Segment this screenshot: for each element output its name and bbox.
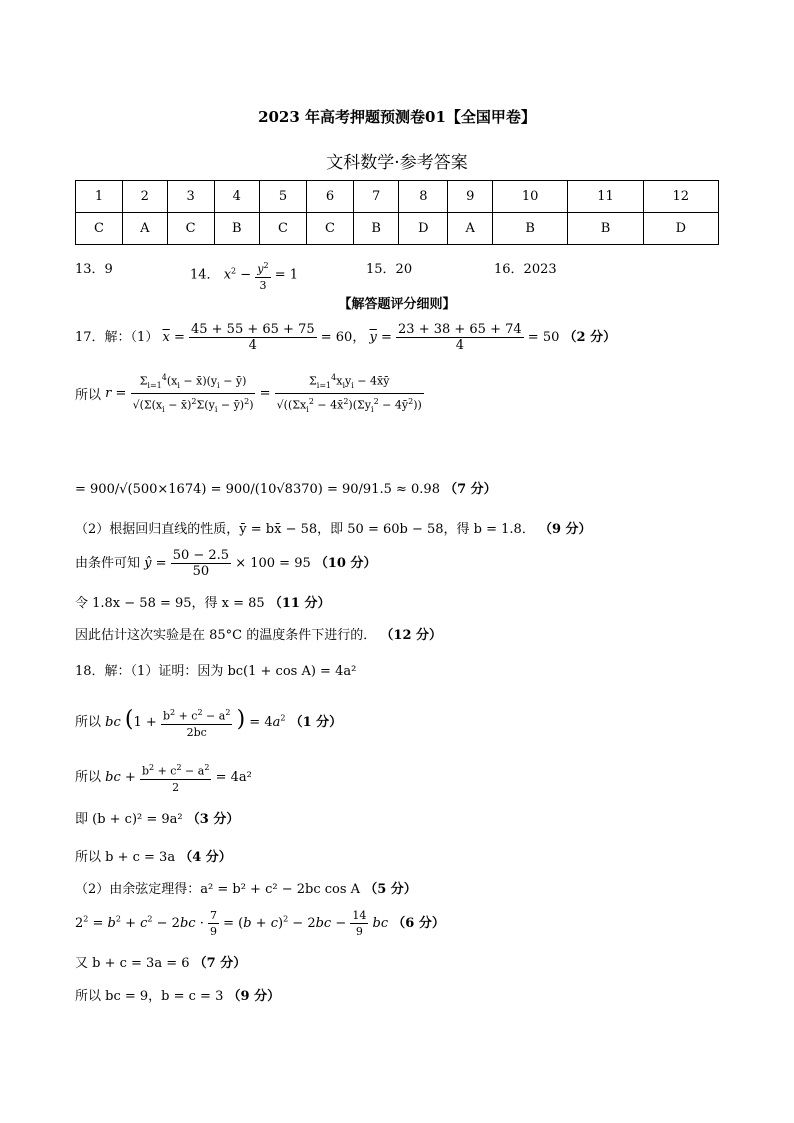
xbar-denominator: 4 [248,338,257,353]
page-title: 2023 年高考押题预测卷01【全国甲卷】 [258,108,536,126]
answer-cell: C [259,213,306,245]
question-number-cell: 7 [353,181,398,213]
q18-b-plus-c: 所以 b + c = 3a [75,850,176,865]
q18-last: 所以 bc = 9，b = c = 3 [75,989,224,1004]
q14-answer: 14． $x^2$ − $\frac{y^2}{3}$ = 1 [190,258,298,293]
question-number-cell: 6 [306,181,353,213]
q18-line4 [75,808,239,827]
q17-prefix: 17．解：（1） [75,330,159,345]
q17-points-10: （10 分） [314,556,377,571]
question-number-cell: 12 [643,181,718,213]
q18-part2 [75,878,417,897]
q17-points-12: （12 分） [380,628,443,643]
q14-tail: = 1 [274,267,299,283]
q18-points-9: （9 分） [227,989,281,1004]
q18-points-7: （7 分） [193,956,247,971]
q18-points-3: （3 分） [186,812,240,827]
ybar-denominator: 4 [455,338,464,353]
q17-concl: 因此估计这次实验是在 85°C 的温度条件下进行的． [75,628,377,643]
q18-line1: 18．解：（1）证明：因为 bc(1 + cos A) = 4a² [75,664,357,679]
answer-cell: B [493,213,568,245]
q17-points-7: （7 分） [444,482,497,497]
answer-cell: A [448,213,493,245]
q18-line3: 所以 bc + $\frac{b^2 + c^2 - a^2}{2}$ = 4a² [75,760,252,795]
question-number-cell: 1 [76,181,123,213]
answer-cell: D [399,213,448,245]
answer-table-number-row [76,181,719,213]
answer-table-answer-row [76,213,719,245]
answer-cell: C [167,213,214,245]
r-value: = 900/√(500×1674) = 900/(10√8370) = 90/91.5 ≈ 0.98 [75,482,440,497]
q17-let-line [75,592,330,611]
answer-cell: B [568,213,643,245]
q18-line5 [75,846,232,865]
xbar-numerator: 45 + 55 + 65 + 75 [190,322,315,337]
q17-part2 [75,518,592,537]
q17-r-formula: 所以 r = $\frac{\Sigma_{i=1}^4(x_i - x̄)(y_i - ȳ)}{√(\Sigma(x_i - x̄)^2\Sigma(y_i - ȳ)^2)}$ = $\frac{\Sigma_{i=1}^4x_iy_i - 4x̄ȳ}{√((\Sigma x_i^2 - 4x̄^2)(\Sigma y_i^2 - 4ȳ^2))}$ [75,370,424,417]
q17-cond-eq: × 100 = 95 [235,556,311,571]
q13-answer: 13．9 [75,262,113,277]
question-number-cell: 4 [214,181,259,213]
q17-condition: 由条件可知 ŷ = $\frac{50 - 2.5}{50}$ × 100 = 95 （10 分） [75,548,377,579]
answer-cell: D [643,213,718,245]
q15-answer: 15．20 [366,262,413,277]
q16-answer: 16．2023 [494,262,557,277]
ybar-result: = 50 [527,330,560,345]
question-number-cell: 11 [568,181,643,213]
q17-r-result [75,478,497,497]
question-number-cell: 10 [493,181,568,213]
xbar-result: = 60， [320,330,366,345]
answer-cell: C [76,213,123,245]
q18-points-6: （6 分） [392,916,445,931]
q17-line1: 17．解：（1） $\overline{x}$ = $\frac{45 + 55 + 65 + 75}{4}$ = 60， $\overline{y}$ = $\frac{23 + 38 + 65 + 74}{4}$ = 50 （2 分） [75,322,617,353]
q18-ji: 即 (b + c)² = 9a² [75,812,183,827]
q18-suoyi-2: 所以 [75,769,102,785]
answer-cell: A [123,213,168,245]
page-subtitle: 文科数学·参考答案 [326,153,468,173]
q18-line3-tail: = 4a² [215,769,252,785]
question-number-cell: 8 [399,181,448,213]
q17-cond-prefix: 由条件可知 [75,556,141,571]
question-number-cell: 9 [448,181,493,213]
q17-points-9: （9 分） [538,522,592,537]
q18-points-4: （4 分） [179,850,232,865]
section-title: 【解答题评分细则】 [338,297,456,312]
q17-points-2: （2 分） [563,330,617,345]
q18-line2: 所以 bc (1 + $\frac{b^2 + c^2 - a^2}{2bc}$ ) = $4a^2$ （1 分） [75,706,343,739]
q18-points-1: （1 分） [289,714,343,730]
answer-cell: B [353,213,398,245]
question-number-cell: 3 [167,181,214,213]
q18-points-5: （5 分） [364,882,417,897]
q18-you: 又 b + c = 3a = 6 [75,956,190,971]
q17-part2-eq: ȳ = bx̄ − 58，即 50 = 60b − 58，得 b = 1.8． [239,522,535,537]
ybar-numerator: 23 + 38 + 65 + 74 [398,322,522,337]
q18-line9 [75,985,280,1004]
q17-points-11: （11 分） [268,596,331,611]
q17-conclusion [75,624,442,643]
q17-part2-label: （2）根据回归直线的性质， [75,522,240,537]
q17-let: 令 1.8x − 58 = 95，得 x = 85 [75,596,265,611]
q18-line7: $2^2 = b^2 + c^2 - 2bc$ · $\frac{7}{9}$ = $(b + c)^2 - 2bc$ − $\frac{14}{9}$ bc （6 分） [75,909,445,938]
answer-table [75,180,719,245]
q14-label: 14． [190,267,220,283]
q18-part2-label: （2）由余弦定理得：a² = b² + c² − 2bc cos A [75,882,361,897]
q17-suoyi: 所以 [75,387,102,403]
q18-line8 [75,952,246,971]
question-number-cell: 2 [123,181,168,213]
answer-cell: C [306,213,353,245]
answer-cell: B [214,213,259,245]
q18-suoyi-1: 所以 [75,714,102,730]
question-number-cell: 5 [259,181,306,213]
